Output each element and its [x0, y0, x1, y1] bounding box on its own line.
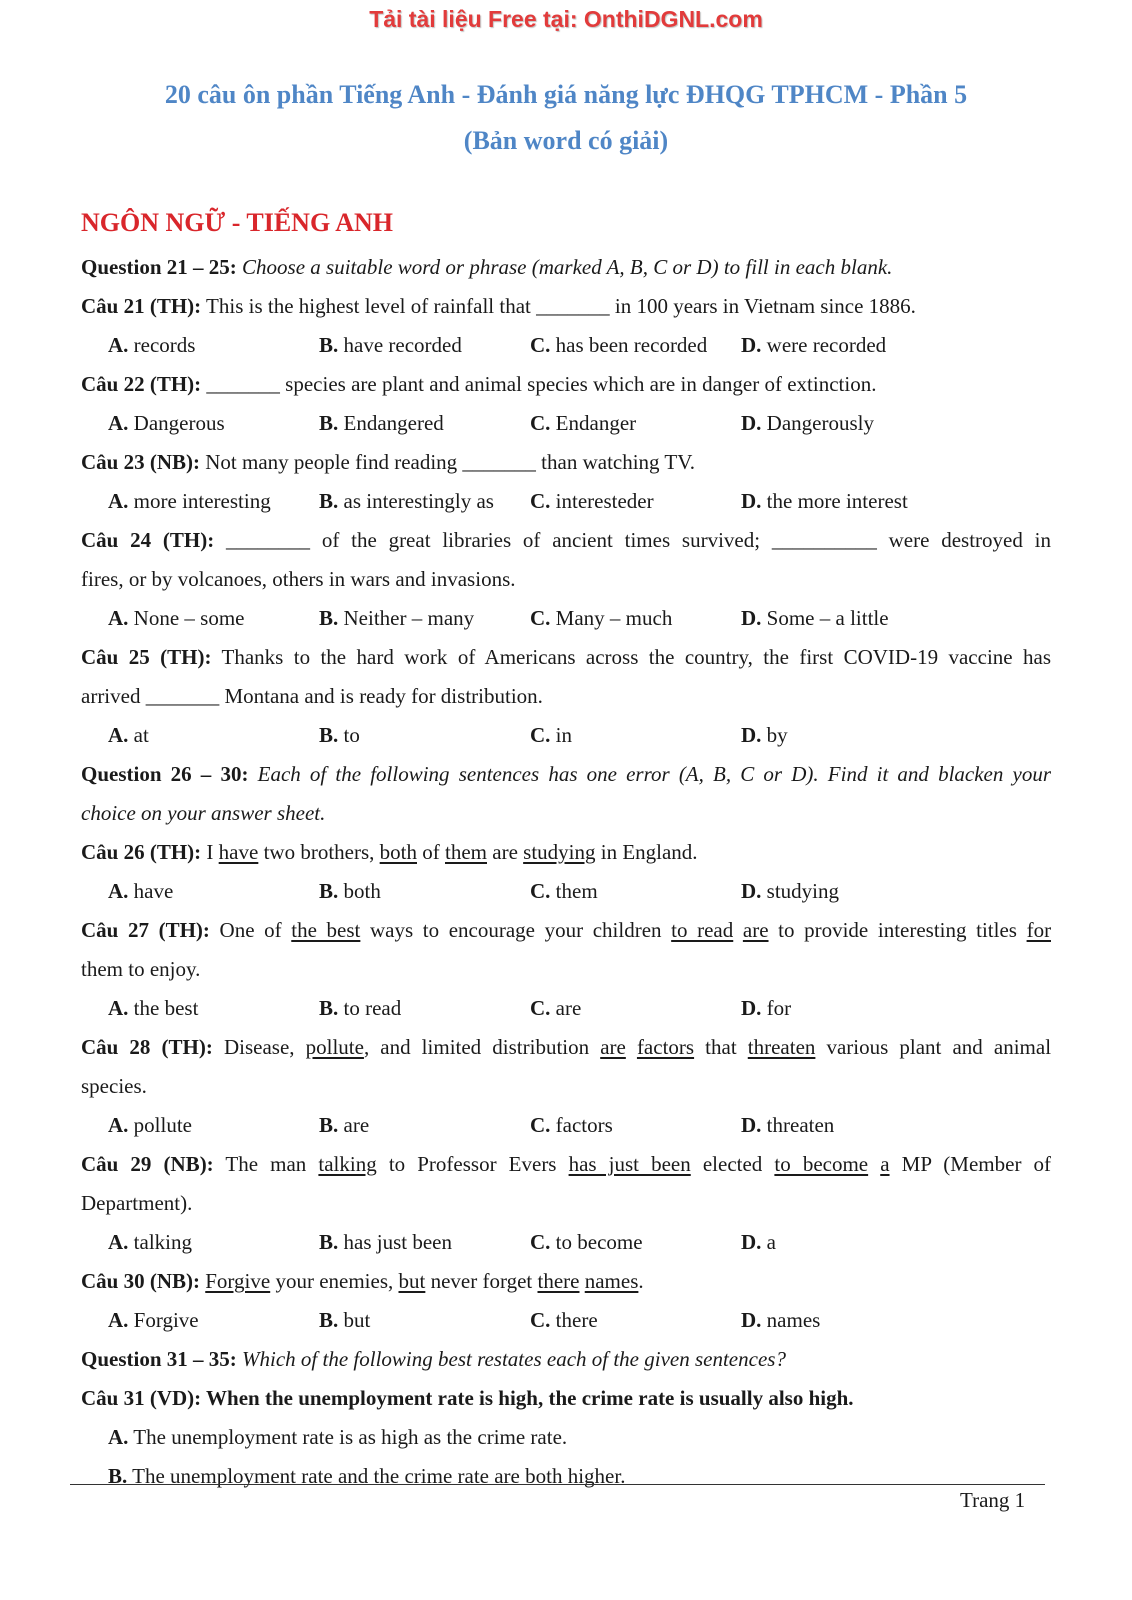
option-d: D. studying	[741, 879, 840, 903]
option-a: A. pollute	[108, 1113, 192, 1137]
option-b: B. to	[319, 723, 360, 747]
question-label: Câu 23 (NB):	[81, 450, 200, 474]
question-30: Câu 30 (NB): Forgive your enemies, but never forget there names.	[81, 1269, 644, 1293]
options-22	[81, 404, 1051, 443]
question-content	[81, 248, 1051, 1496]
underlined-part-b: are	[600, 1035, 626, 1059]
document-title: 20 câu ôn phần Tiếng Anh - Đánh giá năng lực ĐHQG TPHCM - Phần 5	[164, 80, 968, 109]
option-c: C. are	[530, 996, 582, 1020]
question-label: Câu 24 (TH):	[81, 528, 215, 552]
option-b: B. has just been	[319, 1230, 452, 1254]
question-label: Câu 31 (VD):	[81, 1386, 202, 1410]
question-label: Câu 28 (TH):	[81, 1035, 213, 1059]
option-a: A. Dangerous	[108, 411, 225, 435]
option-d: D. Some – a little	[741, 606, 889, 630]
options-24	[81, 599, 1051, 638]
instruction-text: Each of the following sentences has one error (A, B, C or D). Find it and blacken your	[257, 762, 1051, 786]
question-text: fires, or by volcanoes, others in wars and invasions.	[81, 567, 516, 591]
options-28	[81, 1106, 1051, 1145]
underlined-part-a: have	[218, 840, 259, 864]
option-b: B. to read	[319, 996, 402, 1020]
option-a: A. None – some	[108, 606, 245, 630]
underlined-part-c: factors	[636, 1035, 695, 1059]
question-label: Câu 26 (TH):	[81, 840, 202, 864]
underlined-part-c: them	[445, 840, 487, 864]
question-24-cont	[81, 560, 1051, 599]
section-heading: NGÔN NGỮ - TIẾNG ANH	[81, 208, 394, 237]
question-25	[81, 638, 1051, 677]
options-25	[81, 716, 1051, 755]
option-d: D. the more interest	[741, 489, 908, 513]
question-22	[81, 365, 1051, 404]
option-c: C. Endanger	[530, 411, 637, 435]
question-25-cont	[81, 677, 1051, 716]
question-28-cont: species.	[81, 1074, 147, 1098]
option-d: D. threaten	[741, 1113, 835, 1137]
instruction-text: Choose a suitable word or phrase (marked A, B, C or D) to fill in each blank.	[242, 255, 893, 279]
instruction-31-35	[81, 1340, 1051, 1379]
question-23	[81, 443, 1051, 482]
footer-divider	[70, 1484, 1045, 1485]
question-27: Câu 27 (TH): One of the best ways to encourage your children to read are to provide interesting titles for	[81, 918, 1051, 942]
underlined-part-a: talking	[318, 1152, 377, 1176]
option-c: C. factors	[530, 1113, 613, 1137]
underlined-part-c: there	[537, 1269, 580, 1293]
instruction-label: Question 21 – 25:	[81, 255, 237, 279]
instruction-21-25	[81, 248, 1051, 287]
underlined-part-c: to become	[774, 1152, 869, 1176]
question-label: Câu 25 (TH):	[81, 645, 212, 669]
underlined-part-d: threaten	[747, 1035, 816, 1059]
options-23	[81, 482, 1051, 521]
underlined-part-a: Forgive	[205, 1269, 271, 1293]
question-text: ________ of the great libraries of ancient times survived; __________ were destroyed in	[226, 528, 1051, 552]
option-a: A. have	[108, 879, 174, 903]
option-c: C. Many – much	[530, 606, 673, 630]
instruction-label: Question 26 – 30:	[81, 762, 249, 786]
question-21	[81, 287, 1051, 326]
question-text: Thanks to the hard work of Americans across the country, the first COVID-19 vaccine has	[221, 645, 1051, 669]
option-d: D. for	[741, 996, 792, 1020]
underlined-part-b: both	[379, 840, 417, 864]
option-d: D. by	[741, 723, 788, 747]
question-26: Câu 26 (TH): I have two brothers, both of them are studying in England.	[81, 840, 698, 864]
question-text: _______ species are plant and animal species which are in danger of extinction.	[206, 372, 877, 396]
question-label: Câu 22 (TH):	[81, 372, 202, 396]
option-a: A. Forgive	[108, 1308, 199, 1332]
option-d: D. were recorded	[741, 333, 887, 357]
option-a: A. the best	[108, 996, 199, 1020]
option-d: D. a	[741, 1230, 776, 1254]
option-c: C. in	[530, 723, 573, 747]
question-24	[81, 521, 1051, 560]
question-31	[81, 1379, 1051, 1418]
option-a: A. talking	[108, 1230, 192, 1254]
question-27-cont: them to enjoy.	[81, 957, 201, 981]
options-27	[81, 989, 1051, 1028]
option-b: B. Neither – many	[319, 606, 475, 630]
instruction-text: choice on your answer sheet.	[81, 801, 326, 825]
download-banner[interactable]: Tải tài liệu Free tại: OnthiDGNL.com	[369, 6, 763, 32]
question-29: Câu 29 (NB): The man talking to Professor Evers has just been elected to become a MP (Member of	[81, 1152, 1051, 1176]
underlined-part-d: a	[880, 1152, 890, 1176]
option-c: C. them	[530, 879, 598, 903]
option-31-a: A. The unemployment rate is as high as the crime rate.	[108, 1425, 568, 1449]
question-text: Not many people find reading _______ than watching TV.	[205, 450, 695, 474]
underlined-part-c: are	[742, 918, 769, 942]
question-label: Câu 29 (NB):	[81, 1152, 214, 1176]
option-d: D. Dangerously	[741, 411, 874, 435]
underlined-part-b: to read	[671, 918, 734, 942]
question-29-cont: Department).	[81, 1191, 193, 1215]
instruction-26-30-cont	[81, 794, 1051, 833]
underlined-part-d: for	[1026, 918, 1051, 942]
option-b: B. but	[319, 1308, 371, 1332]
underlined-part-b: but	[398, 1269, 426, 1293]
question-label: Câu 30 (NB):	[81, 1269, 200, 1293]
underlined-part-a: the best	[291, 918, 361, 942]
question-label: Câu 21 (TH):	[81, 294, 202, 318]
underlined-part-a: pollute	[305, 1035, 364, 1059]
options-26	[81, 872, 1051, 911]
underlined-part-b: has just been	[568, 1152, 691, 1176]
option-b: B. both	[319, 879, 381, 903]
document-subtitle: (Bản word có giải)	[463, 126, 669, 155]
underlined-part-d: names	[584, 1269, 639, 1293]
page-number: Trang 1	[960, 1488, 1026, 1512]
instruction-text: Which of the following best restates each of the given sentences?	[242, 1347, 786, 1371]
option-a: A. records	[108, 333, 196, 357]
option-c: C. there	[530, 1308, 598, 1332]
options-29	[81, 1223, 1051, 1262]
question-text: arrived _______ Montana and is ready for distribution.	[81, 684, 543, 708]
question-label: Câu 27 (TH):	[81, 918, 210, 942]
options-21	[81, 326, 1051, 365]
question-text: When the unemployment rate is high, the crime rate is usually also high.	[206, 1386, 854, 1410]
option-c: C. interesteder	[530, 489, 654, 513]
option-a: A. more interesting	[108, 489, 271, 513]
option-c: C. to become	[530, 1230, 643, 1254]
option-b: B. are	[319, 1113, 370, 1137]
options-30	[81, 1301, 1051, 1340]
option-d: D. names	[741, 1308, 821, 1332]
instruction-26-30	[81, 755, 1051, 794]
question-28: Câu 28 (TH): Disease, pollute, and limited distribution are factors that threaten various plant and animal	[81, 1035, 1051, 1059]
option-b: B. have recorded	[319, 333, 462, 357]
question-text: This is the highest level of rainfall that _______ in 100 years in Vietnam since 1886.	[206, 294, 916, 318]
option-a: A. at	[108, 723, 149, 747]
option-31-b: B. The unemployment rate and the crime rate are both higher.	[108, 1464, 626, 1488]
option-b: B. Endangered	[319, 411, 444, 435]
underlined-part-d: studying	[523, 840, 596, 864]
option-c: C. has been recorded	[530, 333, 708, 357]
instruction-label: Question 31 – 35:	[81, 1347, 237, 1371]
option-b: B. as interestingly as	[319, 489, 494, 513]
